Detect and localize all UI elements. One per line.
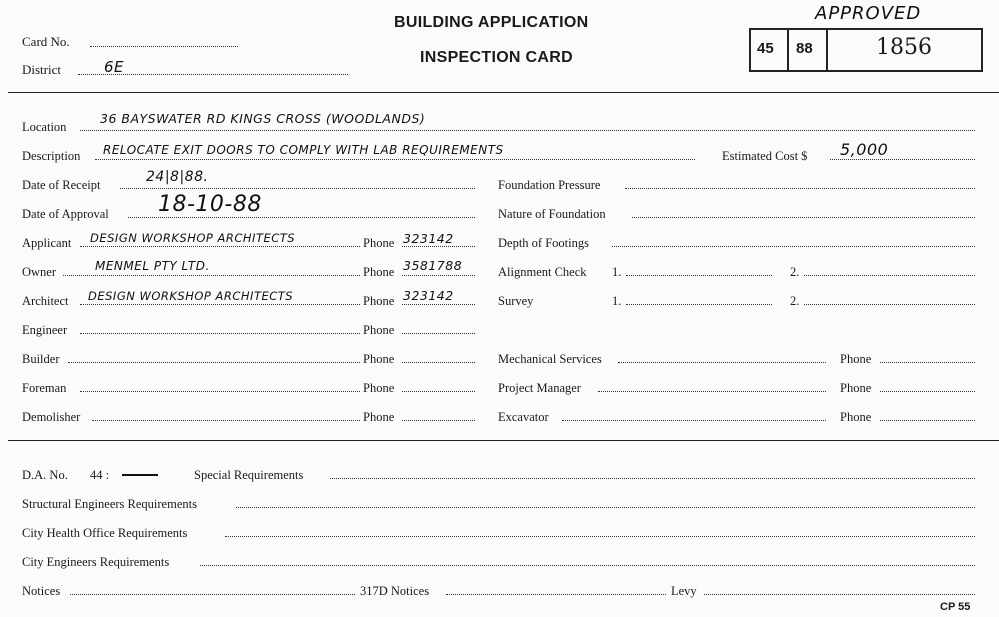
- notices-317d-label: 317D Notices: [360, 584, 430, 598]
- depth-of-footings-line: [612, 244, 975, 247]
- district-value: 6E: [104, 58, 125, 76]
- special-requirements-line: [330, 476, 975, 479]
- notices-line: [70, 592, 355, 595]
- applicant-phone-label: Phone: [363, 236, 395, 250]
- date-of-receipt-line: [120, 186, 475, 189]
- architect-phone-value: 323142: [403, 288, 454, 303]
- owner-value: MENMEL PTY LTD.: [95, 259, 210, 273]
- survey-line2: [804, 302, 975, 305]
- mechanical-services-phone-line: [880, 360, 975, 363]
- card-no-line: [90, 44, 238, 47]
- engineers-requirements-label: City Engineers Requirements: [22, 555, 170, 569]
- location-label: Location: [22, 120, 67, 134]
- da-no-value: 44 :: [90, 468, 110, 482]
- owner-phone-label: Phone: [363, 265, 395, 279]
- estimated-cost-value: 5,000: [840, 140, 889, 159]
- architect-phone-label: Phone: [363, 294, 395, 308]
- owner-phone-line: [402, 273, 475, 276]
- owner-label: Owner: [22, 265, 57, 279]
- health-requirements-label: City Health Office Requirements: [22, 526, 188, 540]
- survey-num2: 2.: [790, 294, 800, 308]
- applicant-value: DESIGN WORKSHOP ARCHITECTS: [90, 231, 296, 245]
- foreman-phone-label: Phone: [363, 381, 395, 395]
- engineer-label: Engineer: [22, 323, 68, 337]
- form-title-line1: BUILDING APPLICATION: [394, 14, 589, 31]
- applicant-phone-value: 323142: [403, 231, 454, 246]
- foreman-line: [80, 389, 360, 392]
- alignment-check-num1: 1.: [612, 265, 622, 279]
- excavator-phone-label: Phone: [840, 410, 872, 424]
- alignment-check-num2: 2.: [790, 265, 800, 279]
- builder-label: Builder: [22, 352, 60, 366]
- foreman-phone-line: [402, 389, 475, 392]
- demolisher-phone-line: [402, 418, 475, 421]
- nature-of-foundation-line: [632, 215, 975, 218]
- engineer-phone-line: [402, 331, 475, 334]
- levy-line: [704, 592, 975, 595]
- excavator-label: Excavator: [498, 410, 549, 424]
- alignment-check-label: Alignment Check: [498, 265, 587, 279]
- builder-phone-label: Phone: [363, 352, 395, 366]
- architect-label: Architect: [22, 294, 69, 308]
- owner-phone-value: 3581788: [403, 258, 463, 273]
- owner-line: [63, 273, 360, 276]
- engineer-line: [80, 331, 360, 334]
- date-of-approval-label: Date of Approval: [22, 207, 109, 221]
- form-code: CP 55: [940, 601, 971, 613]
- survey-num1: 1.: [612, 294, 622, 308]
- engineers-requirements-line: [200, 563, 975, 566]
- location-line: [80, 128, 975, 131]
- reference-box: [749, 28, 983, 72]
- box-divider-1: [787, 28, 789, 72]
- location-value: 36 BAYSWATER RD KINGS CROSS (WOODLANDS): [100, 111, 426, 126]
- structural-requirements-line: [236, 505, 975, 508]
- date-of-approval-value: 18-10-88: [158, 192, 262, 217]
- project-manager-phone-line: [880, 389, 975, 392]
- project-manager-phone-label: Phone: [840, 381, 872, 395]
- description-value: RELOCATE EXIT DOORS TO COMPLY WITH LAB REQUIREMENTS: [103, 143, 504, 157]
- project-manager-line: [598, 389, 826, 392]
- notices-label: Notices: [22, 584, 61, 598]
- box-cell-a: 45: [757, 40, 774, 57]
- excavator-phone-line: [880, 418, 975, 421]
- project-manager-label: Project Manager: [498, 381, 581, 395]
- foundation-pressure-label: Foundation Pressure: [498, 178, 601, 192]
- architect-value: DESIGN WORKSHOP ARCHITECTS: [88, 289, 294, 303]
- builder-line: [68, 360, 360, 363]
- survey-label: Survey: [498, 294, 534, 308]
- box-divider-2: [826, 28, 828, 72]
- card-no-label: Card No.: [22, 34, 70, 49]
- mechanical-services-phone-label: Phone: [840, 352, 872, 366]
- district-label: District: [22, 62, 61, 77]
- engineer-phone-label: Phone: [363, 323, 395, 337]
- alignment-check-line2: [804, 273, 975, 276]
- nature-of-foundation-label: Nature of Foundation: [498, 207, 606, 221]
- notices-317d-line: [446, 592, 666, 595]
- health-requirements-line: [225, 534, 975, 537]
- excavator-line: [562, 418, 826, 421]
- applicant-label: Applicant: [22, 236, 72, 250]
- approved-stamp: APPROVED: [815, 3, 922, 24]
- header-divider: [8, 92, 999, 93]
- form-title-line2: INSPECTION CARD: [420, 49, 573, 66]
- mechanical-services-label: Mechanical Services: [498, 352, 602, 366]
- builder-phone-line: [402, 360, 475, 363]
- description-line: [95, 157, 695, 160]
- demolisher-label: Demolisher: [22, 410, 81, 424]
- foreman-label: Foreman: [22, 381, 67, 395]
- special-requirements-label: Special Requirements: [194, 468, 304, 482]
- mechanical-services-line: [618, 360, 826, 363]
- alignment-check-line1: [626, 273, 772, 276]
- requirements-divider: [8, 440, 999, 441]
- box-cell-b: 88: [796, 40, 813, 57]
- foundation-pressure-line: [625, 186, 975, 189]
- date-of-receipt-value: 24|8|88.: [146, 169, 209, 185]
- demolisher-line: [92, 418, 360, 421]
- levy-label: Levy: [671, 584, 697, 598]
- description-label: Description: [22, 149, 81, 163]
- estimated-cost-label: Estimated Cost $: [722, 149, 808, 163]
- da-no-dash: [122, 474, 158, 476]
- box-cell-c: 1856: [876, 35, 932, 60]
- survey-line1: [626, 302, 772, 305]
- date-of-receipt-label: Date of Receipt: [22, 178, 101, 192]
- demolisher-phone-label: Phone: [363, 410, 395, 424]
- structural-requirements-label: Structural Engineers Requirements: [22, 497, 197, 511]
- depth-of-footings-label: Depth of Footings: [498, 236, 589, 250]
- da-no-label: D.A. No.: [22, 468, 68, 482]
